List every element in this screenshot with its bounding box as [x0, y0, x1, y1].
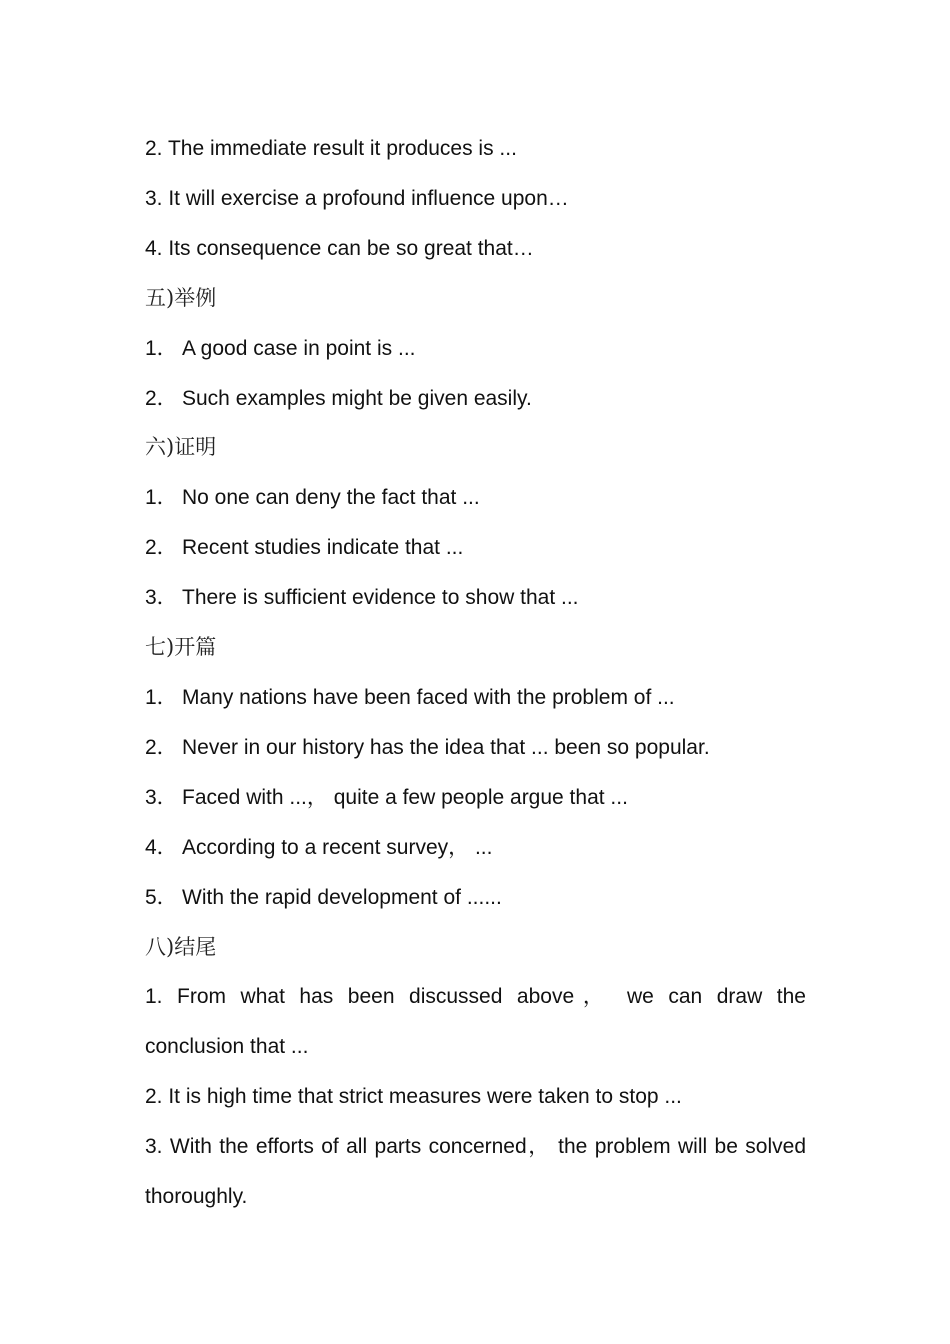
item-number: 1．	[145, 336, 178, 360]
numbered-phrase	[145, 473, 806, 523]
item-number: 3．	[145, 785, 178, 809]
phrase-paragraph: 1. From what has been discussed above， we can draw the conclusion that ...	[145, 985, 806, 1059]
item-text: A good case in point is ...	[182, 336, 416, 360]
item-text: With the rapid development of ......	[182, 885, 502, 909]
section-heading: 六)证明	[145, 435, 217, 460]
numbered-phrase	[145, 723, 806, 773]
section-heading: 八)结尾	[145, 934, 217, 959]
item-number: 1．	[145, 486, 178, 510]
item-number: 2．	[145, 735, 178, 759]
item-text: Such examples might be given easily.	[182, 386, 532, 410]
numbered-phrase	[145, 823, 806, 873]
item-number: 1．	[145, 685, 178, 709]
numbered-phrase	[145, 773, 806, 823]
document-content	[145, 124, 806, 1222]
phrase-line: 4. Its consequence can be so great that…	[145, 236, 534, 260]
numbered-phrase	[145, 374, 806, 424]
phrase-paragraph: 3. With the efforts of all parts concerned， the problem will be solved thoroughly.	[145, 1135, 806, 1209]
item-number: 4．	[145, 835, 178, 859]
phrase-line: 3. It will exercise a profound influence upon…	[145, 186, 569, 210]
item-text: Faced with ...， quite a few people argue that ...	[182, 785, 628, 809]
item-text: Many nations have been faced with the problem of ...	[182, 685, 675, 709]
numbered-phrase	[145, 673, 806, 723]
numbered-phrase	[145, 873, 806, 923]
item-text: Recent studies indicate that ...	[182, 536, 464, 560]
phrase-line: 2. It is high time that strict measures were taken to stop ...	[145, 1085, 682, 1109]
numbered-phrase	[145, 324, 806, 374]
item-text: There is sufficient evidence to show that ...	[182, 586, 579, 610]
item-text: According to a recent survey， ...	[182, 835, 493, 859]
item-number: 3．	[145, 586, 178, 610]
section-heading: 七)开篇	[145, 635, 217, 660]
item-text: No one can deny the fact that ...	[182, 486, 480, 510]
numbered-phrase	[145, 523, 806, 573]
item-number: 5．	[145, 885, 178, 909]
numbered-phrase	[145, 573, 806, 623]
phrase-line: 2. The immediate result it produces is ...	[145, 137, 517, 160]
item-text: Never in our history has the idea that ... been so popular.	[182, 735, 710, 759]
item-number: 2．	[145, 386, 178, 410]
section-heading: 五)举例	[145, 285, 217, 310]
item-number: 2．	[145, 536, 178, 560]
